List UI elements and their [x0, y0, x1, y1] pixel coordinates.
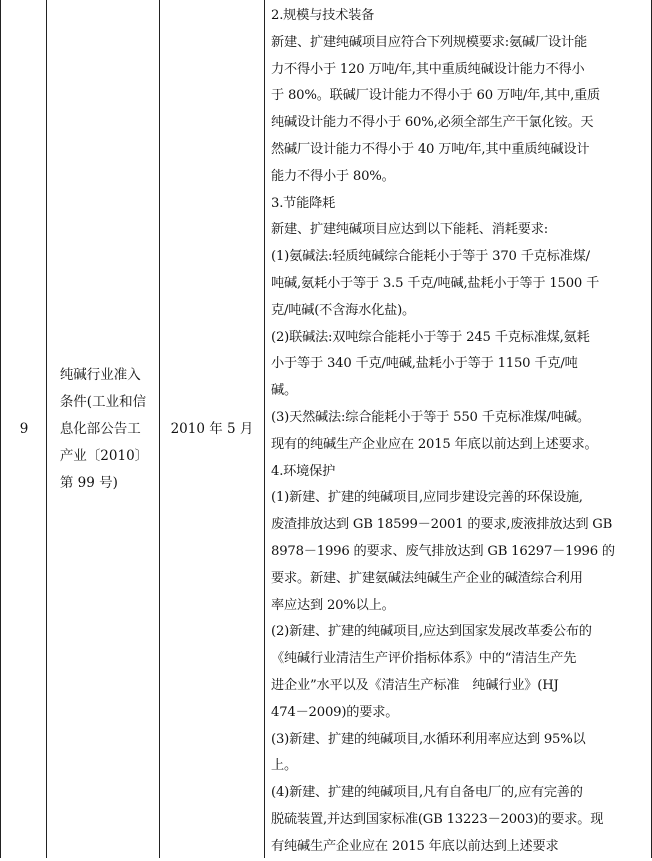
table-border-left — [0, 0, 1, 858]
content-line: 纯碱设计能力不得小于 60%,必须全部生产干氯化铵。天 — [271, 115, 594, 131]
content-line: (2)新建、扩建的纯碱项目,应达到国家发展改革委公布的 — [271, 624, 592, 640]
content-line: 碱。 — [271, 383, 297, 399]
content-line: 克/吨碱(不含海水化盐)。 — [271, 302, 416, 318]
content-line: 然碱厂设计能力不得小于 40 万吨/年,其中重质纯碱设计 — [271, 141, 590, 157]
content-line: 4.环境保护 — [271, 463, 336, 479]
content-line: 有纯碱生产企业应在 2015 年底以前达到上述要求 — [271, 838, 559, 854]
content-line: 要求。新建、扩建氨碱法纯碱生产企业的碱渣综合利用 — [271, 570, 583, 586]
content-line: 力不得小于 120 万吨/年,其中重质纯碱设计能力不得小 — [271, 61, 585, 77]
content-line: 2.规模与技术装备 — [271, 8, 375, 23]
content-line: (2)联碱法:双吨综合能耗小于等于 245 千克标准煤,氨耗 — [271, 329, 590, 345]
content-line: 率应达到 20%以上。 — [271, 597, 395, 613]
content-line: 能力不得小于 80%。 — [271, 168, 395, 184]
content-line: 脱硫装置,并达到国家标准(GB 13223－2003)的要求。现 — [271, 811, 604, 827]
requirements-content-cell — [271, 3, 643, 861]
standard-name — [60, 362, 148, 497]
content-line: 474－2009)的要求。 — [271, 704, 399, 720]
content-line: 8978－1996 的要求、废气排放达到 GB 16297－1996 的 — [271, 543, 615, 559]
name-line: 息化部公告工 — [59, 420, 141, 437]
standard-name-cell — [52, 0, 156, 858]
name-line: 第 99 号) — [59, 474, 118, 491]
content-line: (4)新建、扩建的纯碱项目,凡有自备电厂的,应有完善的 — [271, 785, 583, 801]
content-line: 上。 — [271, 758, 297, 774]
row-number-cell — [5, 0, 43, 858]
content-line: 进企业”水平以及《清洁生产标准 纯碱行业》(HJ — [271, 677, 559, 693]
content-line: 3.节能降耗 — [271, 195, 336, 211]
content-line: (3)天然碱法:综合能耗小于等于 550 千克标准煤/吨碱。 — [271, 409, 590, 425]
content-line: 《纯碱行业清洁生产评价指标体系》中的“清洁生产先 — [271, 651, 577, 667]
issue-date-cell — [160, 0, 264, 858]
content-line: (3)新建、扩建的纯碱项目,水循环利用率应达到 95%以 — [271, 731, 586, 747]
name-line: 产业〔2010〕 — [59, 447, 149, 464]
content-line: 小于等于 340 千克/吨碱,盐耗小于等于 1150 千克/吨 — [271, 356, 578, 372]
content-line: 吨碱,氨耗小于等于 3.5 千克/吨碱,盐耗小于等于 1500 千 — [271, 275, 600, 291]
name-line: 纯碱行业准入 — [59, 366, 141, 383]
content-line: 废渣排放达到 GB 18599－2001 的要求,废液排放达到 GB — [271, 517, 613, 533]
table-divider-3 — [264, 0, 265, 858]
content-line: 于 80%。联碱厂设计能力不得小于 60 万吨/年,其中,重质 — [271, 88, 601, 104]
issue-date: 2010 年 5 月 — [170, 420, 254, 437]
content-line: (1)氨碱法:轻质纯碱综合能耗小于等于 370 千克标准煤/ — [271, 249, 590, 265]
content-line: 新建、扩建纯碱项目应达到以下能耗、消耗要求: — [271, 222, 548, 238]
content-line: 新建、扩建纯碱项目应符合下列规模要求:氨碱厂设计能 — [271, 34, 587, 50]
name-line: 条件(工业和信 — [59, 393, 147, 410]
content-line: 现有的纯碱生产企业应在 2015 年底以前达到上述要求。 — [271, 436, 598, 452]
table-divider-1 — [46, 0, 47, 858]
content-line: (1)新建、扩建的纯碱项目,应同步建设完善的环保设施, — [271, 490, 583, 506]
row-number: 9 — [19, 420, 29, 437]
